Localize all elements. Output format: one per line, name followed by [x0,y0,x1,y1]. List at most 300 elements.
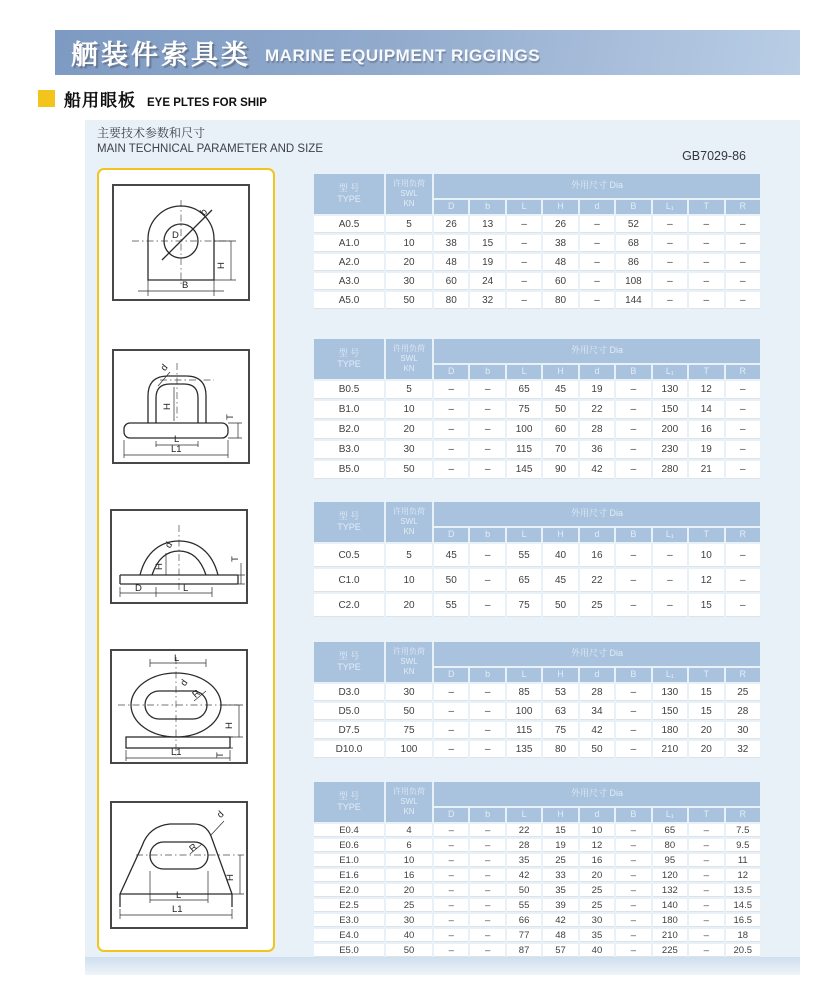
type-cell: E1.6 [314,869,384,882]
spec-row [314,401,760,419]
dim-col-header: L [507,200,541,214]
dim-cell: 230 [653,441,687,459]
dim-cell: 12 [689,381,723,399]
dim-cell: 20 [580,869,614,882]
dim-cell: – [616,594,650,617]
dim-cell: 75 [507,401,541,419]
intro-text [97,125,323,157]
dim-label-l1: L1 [172,904,183,915]
dim-cell: 15 [689,703,723,720]
swl-cell: 6 [386,839,432,852]
swl-cell: 20 [386,594,432,617]
dim-cell: 30 [726,722,761,739]
dim-cell: 48 [543,254,577,271]
spec-table-A [312,172,762,311]
dim-cell: 12 [689,569,723,592]
dim-cell: 38 [543,235,577,252]
dim-cell: – [689,292,723,309]
dim-cell: – [470,421,504,439]
dim-cell: 50 [543,594,577,617]
dim-cell: 16 [580,544,614,567]
dim-cell: – [653,216,687,233]
swl-cell: 5 [386,381,432,399]
dim-cell: 55 [507,899,541,912]
dim-label-base-b: B [182,280,189,291]
dim-cell: 20 [689,722,723,739]
dim-cell: – [726,544,761,567]
dim-col-header: b [470,528,504,542]
dim-cell: 210 [653,741,687,758]
type-cell: E0.4 [314,824,384,837]
dim-cell: 33 [543,869,577,882]
type-cell: B0.5 [314,381,384,399]
dim-cell: – [616,839,650,852]
dim-label-h: H [225,874,236,881]
dim-col-header: R [726,528,761,542]
dim-cell: 55 [434,594,468,617]
dim-cell: 45 [434,544,468,567]
dim-cell: 53 [543,684,577,701]
swl-cell: 4 [386,824,432,837]
dim-cell: 42 [580,722,614,739]
intro-line-zh: 主要技术参数和尺寸 [97,126,206,140]
dim-cell: 28 [580,684,614,701]
dim-col-header: R [726,668,761,682]
dim-cell: 66 [507,914,541,927]
dim-cell: 12 [580,839,614,852]
dim-cell: 20 [689,741,723,758]
dim-col-header: T [689,668,723,682]
dim-cell: – [434,741,468,758]
dim-cell: 87 [507,944,541,957]
type-cell: E5.0 [314,944,384,957]
dim-cell: 40 [543,544,577,567]
dim-span-header: 外用尺寸 Dia [434,339,760,363]
dim-cell: – [653,235,687,252]
dim-col-header: B [616,808,650,822]
dim-cell: 210 [653,929,687,942]
spec-row [314,824,760,837]
spec-row [314,544,760,567]
dim-cell: 60 [543,421,577,439]
spec-row [314,292,760,309]
dim-cell: – [470,854,504,867]
type-header: 型 号 TYPE [314,502,384,542]
dim-cell: – [470,884,504,897]
dim-cell: – [507,292,541,309]
dim-span-header: 外用尺寸 Dia [434,502,760,526]
dim-cell: 45 [543,381,577,399]
dim-cell: 40 [580,944,614,957]
dim-cell: 52 [616,216,650,233]
dim-cell: 77 [507,929,541,942]
dim-cell: 26 [543,216,577,233]
dim-cell: 280 [653,461,687,479]
type-cell: A1.0 [314,235,384,252]
dim-cell: 140 [653,899,687,912]
banner-title-en: MARINE EQUIPMENT RIGGINGS [265,45,541,65]
dim-cell: 19 [580,381,614,399]
banner-title-zh: 舾装件索具类 [71,40,251,70]
swl-cell: 20 [386,884,432,897]
spec-table-container-e [312,780,762,959]
spec-row [314,273,760,290]
dim-cell: – [616,401,650,419]
dim-cell: 90 [543,461,577,479]
dim-cell: – [616,569,650,592]
dim-col-header: d [580,365,614,379]
dim-col-header: d [580,200,614,214]
dim-cell: 50 [580,741,614,758]
dim-cell: – [726,441,761,459]
dim-cell: – [470,544,504,567]
dim-label-d: d [163,540,176,551]
dim-cell: 55 [507,544,541,567]
spec-table-D [312,640,762,760]
dim-cell: – [616,884,650,897]
dim-cell: 22 [580,401,614,419]
spec-row [314,722,760,739]
dim-cell: – [470,441,504,459]
dim-cell: 25 [580,899,614,912]
swl-cell: 10 [386,569,432,592]
type-cell: C1.0 [314,569,384,592]
dim-cell: – [726,254,761,271]
dim-label-t: T [225,414,236,420]
dim-cell: – [470,684,504,701]
dim-cell: 19 [689,441,723,459]
dim-cell: – [653,594,687,617]
dim-cell: – [434,839,468,852]
dim-cell: 42 [543,914,577,927]
dim-cell: 65 [653,824,687,837]
dim-cell: 15 [689,684,723,701]
dim-cell: – [726,273,761,290]
swl-header: 许用负荷 SWL KN [386,174,432,214]
dim-cell: – [726,569,761,592]
dim-cell: 39 [543,899,577,912]
dim-cell: 10 [580,824,614,837]
dim-cell: 80 [653,839,687,852]
dim-cell: 15 [689,594,723,617]
dim-col-header: R [726,365,761,379]
dim-cell: – [470,461,504,479]
dim-col-header: R [726,808,761,822]
dim-cell: 9.5 [726,839,761,852]
spec-row [314,684,760,701]
type-cell: D5.0 [314,703,384,720]
spec-table-container-c [312,500,762,619]
eye-plate-diagram-c [110,509,248,604]
dim-cell: 22 [580,569,614,592]
spec-row [314,569,760,592]
dim-cell: 13.5 [726,884,761,897]
dim-col-header: L [507,528,541,542]
dim-label-l1: L1 [171,444,182,455]
type-cell: E4.0 [314,929,384,942]
yellow-square-icon [38,90,55,107]
dim-cell: 108 [616,273,650,290]
dim-label-t: T [230,556,241,562]
swl-cell: 20 [386,254,432,271]
dim-cell: 48 [434,254,468,271]
dim-cell: 20.5 [726,944,761,957]
dim-cell: – [580,235,614,252]
dim-cell: 80 [543,292,577,309]
eye-plate-diagram-e [110,801,248,929]
dim-col-header: H [543,200,577,214]
spec-row [314,235,760,252]
spec-table-container-a [312,172,762,311]
dim-cell: 115 [507,722,541,739]
dim-col-header: T [689,365,723,379]
dim-label-l: L [176,890,182,901]
dim-cell: – [689,839,723,852]
dim-label-d: d [158,362,171,374]
dim-cell: 25 [543,854,577,867]
dim-col-header: L₁ [653,528,687,542]
swl-header: 许用负荷 SWL KN [386,339,432,379]
dim-cell: – [507,216,541,233]
dim-col-header: b [470,200,504,214]
dim-cell: – [470,869,504,882]
dim-col-header: B [616,200,650,214]
section-title-zh: 船用眼板 [64,91,136,110]
swl-cell: 100 [386,741,432,758]
type-cell: D10.0 [314,741,384,758]
dim-label-hole-d: D [172,230,179,241]
dim-col-header: H [543,808,577,822]
dim-cell: – [653,569,687,592]
dim-cell: 32 [726,741,761,758]
dim-cell: – [689,884,723,897]
dim-cell: 144 [616,292,650,309]
dim-label-l: L [174,653,180,664]
dim-col-header: D [434,528,468,542]
dim-span-header: 外用尺寸 Dia [434,782,760,806]
dim-label-r: R [187,841,200,855]
type-cell: A0.5 [314,216,384,233]
dim-cell: – [616,899,650,912]
dim-cell: – [470,703,504,720]
dim-cell: – [434,441,468,459]
type-cell: D7.5 [314,722,384,739]
type-cell: C2.0 [314,594,384,617]
type-cell: E1.0 [314,854,384,867]
dim-cell: – [434,944,468,957]
dim-cell: – [434,461,468,479]
dim-cell: – [580,216,614,233]
dim-cell: 63 [543,703,577,720]
dim-cell: – [616,722,650,739]
dim-cell: – [580,273,614,290]
dim-cell: – [616,684,650,701]
dim-cell: – [434,401,468,419]
eye-plate-diagram-d [110,649,248,764]
type-header: 型 号 TYPE [314,642,384,682]
dim-span-header: 外用尺寸 Dia [434,174,760,198]
dim-col-header: L [507,365,541,379]
dim-cell: 16 [580,854,614,867]
type-cell: E2.0 [314,884,384,897]
dim-cell: 60 [434,273,468,290]
dim-cell: – [616,914,650,927]
dim-cell: 75 [543,722,577,739]
dim-cell: – [470,594,504,617]
dim-cell: 35 [507,854,541,867]
dim-label-base-d: D [135,583,142,594]
spec-row [314,884,760,897]
dim-cell: – [470,741,504,758]
footer-bar [85,957,800,975]
dim-cell: 35 [580,929,614,942]
swl-cell: 75 [386,722,432,739]
dim-cell: 130 [653,381,687,399]
dim-col-header: L₁ [653,200,687,214]
dim-cell: – [434,703,468,720]
dim-cell: 180 [653,914,687,927]
swl-cell: 5 [386,544,432,567]
dim-col-header: b [470,808,504,822]
dim-cell: – [616,461,650,479]
spec-row [314,421,760,439]
spec-row [314,929,760,942]
type-cell: B1.0 [314,401,384,419]
dim-cell: 16 [689,421,723,439]
type-cell: B2.0 [314,421,384,439]
spec-row [314,839,760,852]
dim-cell: – [616,544,650,567]
dim-col-header: T [689,808,723,822]
dim-col-header: L [507,808,541,822]
swl-cell: 30 [386,273,432,290]
dim-col-header: d [580,808,614,822]
section-title-en: EYE PLTES FOR SHIP [147,97,267,109]
type-cell: A5.0 [314,292,384,309]
dim-cell: 150 [653,703,687,720]
spec-row [314,914,760,927]
dim-cell: 85 [507,684,541,701]
dim-cell: – [689,216,723,233]
swl-cell: 40 [386,929,432,942]
swl-header: 许用负荷 SWL KN [386,502,432,542]
eye-plate-diagram-b [112,349,250,464]
dim-cell: – [689,824,723,837]
dim-cell: 36 [580,441,614,459]
swl-cell: 10 [386,235,432,252]
dim-cell: 32 [470,292,504,309]
dim-cell: 7.5 [726,824,761,837]
dim-cell: – [470,569,504,592]
dim-cell: – [726,381,761,399]
type-cell: A3.0 [314,273,384,290]
dim-cell: – [434,824,468,837]
dim-cell: 100 [507,703,541,720]
dim-cell: 80 [543,741,577,758]
dim-cell: – [507,273,541,290]
dim-cell: 15 [543,824,577,837]
dim-col-header: b [470,365,504,379]
dim-cell: 95 [653,854,687,867]
dim-cell: – [470,944,504,957]
dim-cell: 25 [726,684,761,701]
dim-cell: – [470,824,504,837]
dim-cell: – [726,235,761,252]
dim-cell: – [470,722,504,739]
type-cell: C0.5 [314,544,384,567]
dim-col-header: D [434,668,468,682]
swl-cell: 30 [386,914,432,927]
dim-cell: 28 [507,839,541,852]
dim-cell: 75 [507,594,541,617]
dim-cell: – [689,929,723,942]
dim-col-header: L [507,668,541,682]
dim-cell: – [434,929,468,942]
spec-table-E [312,780,762,959]
swl-cell: 5 [386,216,432,233]
dim-cell: 225 [653,944,687,957]
dim-cell: – [434,421,468,439]
dim-cell: – [507,254,541,271]
dim-cell: – [616,703,650,720]
dim-cell: 50 [543,401,577,419]
spec-table-C [312,500,762,619]
dim-col-header: H [543,668,577,682]
dim-label-h: H [162,403,173,410]
spec-table-container-d [312,640,762,760]
dim-cell: – [653,273,687,290]
dim-col-header: b [470,668,504,682]
dim-cell: – [616,929,650,942]
type-header: 型 号 TYPE [314,339,384,379]
dim-cell: – [470,401,504,419]
dim-cell: – [689,899,723,912]
type-cell: A2.0 [314,254,384,271]
dim-cell: 42 [580,461,614,479]
dim-cell: 65 [507,569,541,592]
dim-cell: 130 [653,684,687,701]
dim-cell: – [434,914,468,927]
dim-col-header: L₁ [653,668,687,682]
dim-cell: 11 [726,854,761,867]
dim-col-header: R [726,200,761,214]
type-cell: B5.0 [314,461,384,479]
spec-row [314,854,760,867]
dim-cell: – [434,381,468,399]
dim-cell: 18 [726,929,761,942]
dim-cell: 19 [543,839,577,852]
spec-row [314,461,760,479]
spec-row [314,741,760,758]
swl-cell: 25 [386,899,432,912]
spec-row [314,381,760,399]
dim-col-header: B [616,668,650,682]
dim-col-header: B [616,528,650,542]
dim-cell: 35 [543,884,577,897]
dim-cell: 180 [653,722,687,739]
dim-cell: 70 [543,441,577,459]
dim-cell: – [616,854,650,867]
dim-cell: 16.5 [726,914,761,927]
dim-cell: 12 [726,869,761,882]
dim-col-header: T [689,528,723,542]
dim-cell: – [689,869,723,882]
dim-cell: – [689,914,723,927]
dim-cell: 57 [543,944,577,957]
dim-cell: 13 [470,216,504,233]
dim-cell: 38 [434,235,468,252]
dim-cell: – [616,869,650,882]
